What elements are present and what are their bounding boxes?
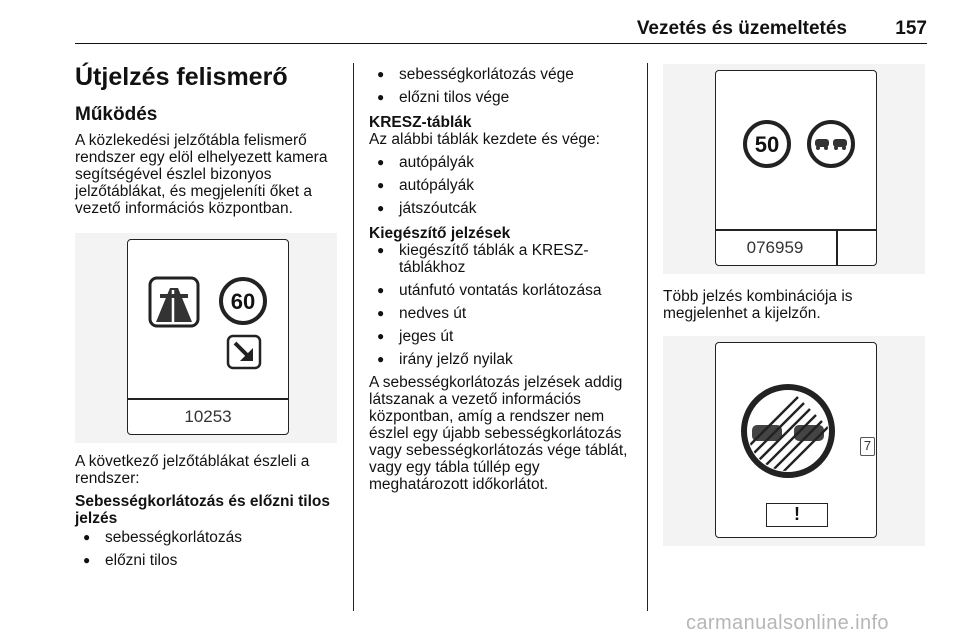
list-item: ● autópályák bbox=[369, 177, 637, 194]
speed-value-50: 50 bbox=[754, 132, 780, 157]
section-title: Vezetés és üzemeltetés bbox=[636, 18, 847, 39]
column-2 bbox=[369, 66, 637, 493]
alert-box: ! bbox=[766, 503, 828, 527]
column-divider-1 bbox=[353, 63, 354, 611]
column-divider-2 bbox=[647, 63, 648, 611]
extra-list bbox=[369, 242, 637, 368]
group1-list-continued bbox=[369, 66, 637, 106]
intro-paragraph: A közlekedési jelzőtábla felismerő rendszer egy elöl elhelyezett kamera segítségével észlel bizonyos jelzőtáblákat, és megjeleníti őket a vezető információs központban. bbox=[75, 132, 328, 217]
page-header bbox=[75, 10, 927, 44]
list-item: ● előzni tilos bbox=[75, 552, 330, 569]
group1-heading: Sebességkorlátozás és előzni tilos jelzés bbox=[75, 493, 330, 527]
closing-paragraph: A sebességkorlátozás jelzések addig látszanak a vezető információs központban, amíg a rendszer nem észlel egy újabb sebességkorlátozás vagy sebességkorlátozás vége táblát, vagy egy tábla túllép egy meghatározott időkorlátot. bbox=[369, 374, 628, 493]
kresz-heading: KRESZ-táblák bbox=[369, 114, 472, 131]
page-number: 157 bbox=[895, 18, 927, 39]
figure-cell-divider bbox=[836, 229, 838, 266]
watermark: carmanualsonline.info bbox=[686, 612, 889, 634]
direction-arrow-icon bbox=[226, 334, 262, 370]
list-item: ● játszóutcák bbox=[369, 200, 637, 217]
list-item: ● irány jelző nyilak bbox=[369, 351, 637, 368]
figure-divider bbox=[128, 398, 288, 400]
kresz-intro: Az alábbi táblák kezdete és vége: bbox=[369, 131, 600, 148]
detects-paragraph: A következő jelzőtáblákat észleli a rendszer: bbox=[75, 453, 310, 487]
list-item: ● autópályák bbox=[369, 154, 637, 171]
article-title: Útjelzés felismerő bbox=[75, 63, 288, 91]
list-item: ● utánfutó vontatás korlátozása bbox=[369, 282, 637, 299]
column-1 bbox=[75, 58, 330, 575]
combo-paragraph: Több jelzés kombinációja is megjelenhet a kijelzőn. bbox=[663, 288, 853, 322]
figure-code: 10253 bbox=[184, 407, 232, 426]
figure-divider bbox=[716, 229, 876, 231]
list-item: ● sebességkorlátozás vége bbox=[369, 66, 637, 83]
figure-speed-overtaking-sign bbox=[663, 64, 925, 274]
figure-side-number: 7 bbox=[860, 437, 875, 456]
list-item: ● jeges út bbox=[369, 328, 637, 345]
speed-limit-sign-icon bbox=[218, 276, 268, 326]
end-of-restrictions-sign-icon bbox=[738, 381, 838, 481]
figure-end-of-restrictions-sign bbox=[663, 336, 925, 546]
figure-code: 076959 bbox=[746, 238, 804, 257]
group1-list bbox=[75, 529, 330, 569]
no-overtaking-sign-icon bbox=[806, 119, 856, 169]
column-3 bbox=[663, 64, 925, 546]
extra-heading: Kiegészítő jelzések bbox=[369, 225, 511, 242]
list-item: ● sebességkorlátozás bbox=[75, 529, 330, 546]
list-item: ● kiegészítő táblák a KRESZ-táblákhoz bbox=[369, 242, 637, 276]
list-item: ● nedves út bbox=[369, 305, 637, 322]
speed-limit-sign-icon bbox=[742, 119, 792, 169]
figure-motorway-sign bbox=[75, 233, 337, 443]
speed-value-60: 60 bbox=[230, 289, 256, 314]
motorway-sign-icon bbox=[148, 276, 200, 328]
subheading-operation: Működés bbox=[75, 104, 158, 125]
kresz-list bbox=[369, 154, 637, 217]
list-item: ● előzni tilos vége bbox=[369, 89, 637, 106]
